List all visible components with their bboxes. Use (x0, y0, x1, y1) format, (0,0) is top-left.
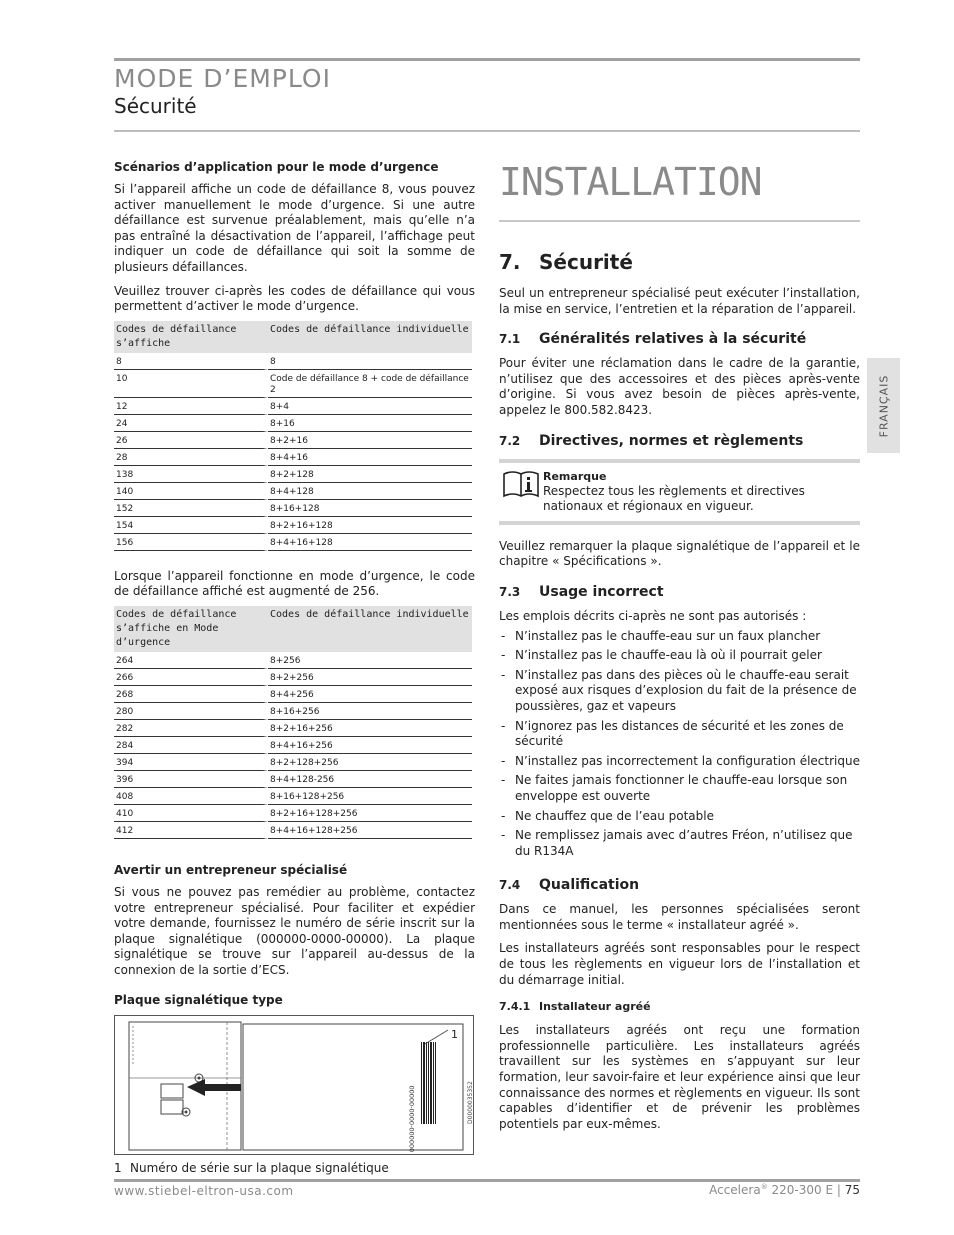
page-number: 75 (844, 1183, 860, 1197)
table-row (114, 353, 472, 370)
table-cell: 8+2+16 (268, 432, 472, 449)
table-cell: 8+4+128 (268, 483, 472, 500)
table-cell: 8+16+128+256 (268, 788, 472, 805)
footer-model: 220-300 E | (767, 1183, 845, 1197)
footer-product: Accelera (709, 1183, 761, 1197)
paragraph-section-7-3-intro: Les emplois décrits ci-après ne sont pas autorisés : (499, 608, 807, 623)
table-row (114, 686, 472, 703)
section-title: Directives, normes et règlements (539, 432, 804, 449)
paragraph-codes-intro: Veuillez trouver ci-après les codes de défaillance qui vous permettent d’activer le mode d’urgence. (114, 283, 475, 314)
table-cell: 8+16+128 (268, 500, 472, 517)
table-cell: 8+4+256 (268, 686, 472, 703)
table-row (114, 720, 472, 737)
chapter-title-rule (499, 220, 860, 222)
section-number: 7.4 (499, 878, 521, 893)
section-number: 7.3 (499, 584, 521, 599)
prohibited-uses-list (499, 629, 860, 860)
fault-codes-table (114, 321, 472, 551)
table-cell: 266 (114, 669, 268, 686)
table-row (114, 805, 472, 822)
table-cell: 264 (114, 652, 268, 669)
header-subtitle: Sécurité (114, 94, 197, 118)
list-item: - Ne chauffez que de l’eau potable (499, 809, 860, 825)
table-row (114, 483, 472, 500)
section-title: Installateur agréé (539, 1000, 651, 1014)
paragraph-emergency-intro: Si l’appareil affiche un code de défaillance 8, vous pouvez activer manuellement le mode d’urgence. Si une autre défaillance est survenue préalablement, mais qu’elle n’a pas entraîné la désactivation de l’appareil, l’affichage peut indiquer un code de défaillance qui soit la somme de plusieurs défaillances. (114, 182, 475, 274)
section-number: 7. (499, 250, 521, 274)
section-title-nameplate: Plaque signalétique type (114, 992, 283, 1007)
table-cell: Code de défaillance 8 + code de défaillance 2 (268, 370, 472, 398)
table-cell: 8+4+16 (268, 449, 472, 466)
table-cell: 8+16+256 (268, 703, 472, 720)
table-cell: 408 (114, 788, 268, 805)
table-row (114, 822, 472, 839)
caption-number: 1 (114, 1160, 122, 1175)
section-title-contact-contractor: Avertir un entrepreneur spécialisé (114, 862, 348, 877)
footer-product-page (709, 1183, 860, 1197)
caption-text: Numéro de série sur la plaque signalétique (130, 1160, 389, 1175)
paragraph-section-7-1: Pour éviter une réclamation dans le cadre de la garantie, n’utilisez que des accessoires et des pièces après-vente d’origine. Si vous avez besoin de pièces après-vente, appelez le 800.582.8423. (499, 356, 860, 417)
figure-callout-number: 1 (451, 1027, 458, 1041)
table-cell: 140 (114, 483, 268, 500)
table-cell: 8+256 (268, 652, 472, 669)
table-cell: 8+4+16+128+256 (268, 822, 472, 839)
section-number: 7.2 (499, 433, 521, 448)
paragraph-emergency-offset: Lorsque l’appareil fonctionne en mode d’urgence, le code de défaillance affiché est augmenté de 256. (114, 568, 475, 599)
table-cell: 394 (114, 754, 268, 771)
table-cell: 8+4+16+128 (268, 534, 472, 551)
section-title: Qualification (539, 877, 640, 894)
header-top-rule (114, 58, 860, 61)
list-item: - N’installez pas le chauffe-eau là où il pourrait geler (499, 648, 860, 664)
footer-website: www.stiebel-eltron-usa.com (114, 1184, 294, 1198)
table-cell: 138 (114, 466, 268, 483)
section-heading-7-3 (499, 584, 860, 600)
table-cell: 268 (114, 686, 268, 703)
table-cell: 156 (114, 534, 268, 551)
table-cell: 8+4+16+256 (268, 737, 472, 754)
paragraph-section-7-4-1: Les installateurs agréés ont reçu une formation professionnelle particulière. Les installateurs agréés travaillent sur les systèmes en s’appuyant sur leur formation, leur savoir-faire et leur expérience ainsi que leur connaissance des normes et règlements en vigueur. Ils sont capables d’identifier et de prévenir les problèmes potentiels par eux-mêmes. (499, 1023, 860, 1131)
nameplate-figure (114, 1015, 474, 1155)
table-header-cell: Codes de défaillance s’affiche en Mode d’urgence (114, 606, 268, 652)
section-title-emergency-scenarios: Scénarios d’application pour le mode d’urgence (114, 160, 439, 174)
chapter-title: INSTALLATION (499, 160, 762, 204)
header-bottom-rule (114, 130, 860, 132)
table-row (114, 415, 472, 432)
table-cell: 152 (114, 500, 268, 517)
paragraph-section-7-4-a: Dans ce manuel, les personnes spécialisées seront mentionnées sous le terme « installateur agréé ». (499, 902, 860, 932)
table-header-row (114, 321, 472, 353)
table-cell: 8+4 (268, 398, 472, 415)
footer-registered-mark: ® (760, 1183, 768, 1191)
barcode-serial-text: 00000-0000-000000 (407, 1085, 416, 1152)
table-row (114, 703, 472, 720)
footer-rule (114, 1179, 860, 1182)
section-title: Généralités relatives à la sécurité (539, 331, 807, 348)
note-content (543, 469, 860, 515)
section-number: 7.1 (499, 332, 521, 347)
table-header-cell: Codes de défaillance s’affiche (114, 321, 268, 353)
section-heading-7-4-1 (499, 1000, 860, 1013)
table-row (114, 754, 472, 771)
table-cell: 8+2+256 (268, 669, 472, 686)
table-cell: 8+16 (268, 415, 472, 432)
table-row (114, 737, 472, 754)
nameplate-illustration (115, 1016, 473, 1154)
table-row (114, 517, 472, 534)
table-cell: 412 (114, 822, 268, 839)
language-tab (867, 358, 900, 453)
table-cell: 8 (114, 353, 268, 370)
table-cell: 8+2+16+128 (268, 517, 472, 534)
table-cell: 8+2+16+128+256 (268, 805, 472, 822)
table-cell: 396 (114, 771, 268, 788)
section-title: Usage incorrect (539, 583, 664, 600)
note-text: Respectez tous les règlements et directives nationaux et régionaux en vigueur. (543, 483, 805, 514)
list-item: - N’installez pas incorrectement la configuration électrique (499, 754, 860, 770)
section-title: Sécurité (539, 250, 633, 274)
table-header-cell: Codes de défaillance individuelle (268, 606, 472, 652)
table-row (114, 652, 472, 669)
barcode-icon (421, 1042, 436, 1124)
table-row (114, 534, 472, 551)
list-item: - N’installez pas le chauffe-eau sur un faux plancher (499, 629, 860, 645)
table-cell: 24 (114, 415, 268, 432)
table-cell: 410 (114, 805, 268, 822)
table-cell: 12 (114, 398, 268, 415)
table-cell: 282 (114, 720, 268, 737)
right-column (499, 160, 860, 1140)
list-item: - Ne faites jamais fonctionner le chauffe-eau lorsque son enveloppe est ouverte (499, 773, 860, 804)
table-row (114, 370, 472, 398)
table-row (114, 398, 472, 415)
paragraph-section-7-2: Veuillez remarquer la plaque signalétique de l’appareil et le chapitre « Spécifications ». (499, 538, 860, 569)
list-item: - N’ignorez pas les distances de sécurité et les zones de sécurité (499, 719, 860, 750)
table-cell: 280 (114, 703, 268, 720)
figure-caption (114, 1161, 475, 1175)
section-heading-7-4 (499, 877, 860, 893)
table-header-cell: Codes de défaillance individuelle (268, 321, 472, 353)
table-cell: 8+2+128 (268, 466, 472, 483)
info-book-icon (501, 468, 541, 500)
list-item: - Ne remplissez jamais avec d’autres Fréon, n’utilisez que du R134A (499, 828, 860, 859)
table-row (114, 449, 472, 466)
section-heading-7 (499, 250, 860, 274)
left-column (114, 160, 475, 1175)
table-cell: 10 (114, 370, 268, 398)
paragraph-section-7-4-b: Les installateurs agréés sont responsables pour le respect de tous les règlements en vigueur lors de l’installation et du démarrage initial. (499, 941, 860, 987)
table-cell: 26 (114, 432, 268, 449)
paragraph-section-7: Seul un entrepreneur spécialisé peut exécuter l’installation, la mise en service, l’entretien et la réparation de l’appareil. (499, 286, 860, 316)
table-row (114, 788, 472, 805)
table-header-row (114, 606, 472, 652)
figure-id: D0000035352 (467, 1080, 474, 1124)
table-row (114, 432, 472, 449)
table-cell: 28 (114, 449, 268, 466)
table-cell: 8+4+128-256 (268, 771, 472, 788)
language-tab-label: FRANÇAIS (877, 374, 890, 437)
table-cell: 8 (268, 353, 472, 370)
paragraph-contact-contractor: Si vous ne pouvez pas remédier au problème, contactez votre entrepreneur spécialisé. Pour faciliter et expédier votre demande, fournissez le numéro de série inscrit sur la plaque signalétique (000000-0000-00000). La plaque signalétique se trouve sur l’appareil au-dessus de la connexion de la sortie d’ECS. (114, 884, 475, 977)
section-number: 7.4.1 (499, 1000, 531, 1014)
emergency-fault-codes-table (114, 606, 472, 839)
table-cell: 154 (114, 517, 268, 534)
table-row (114, 466, 472, 483)
table-cell: 8+2+128+256 (268, 754, 472, 771)
header-title: MODE D’EMPLOI (114, 64, 331, 93)
section-heading-7-1 (499, 331, 860, 347)
table-row (114, 669, 472, 686)
table-cell: 284 (114, 737, 268, 754)
list-item: - N’installez pas dans des pièces où le chauffe-eau serait exposé aux risques d’explosion du fait de la présence de poussières, gaz et vapeurs (499, 668, 860, 715)
section-heading-7-2 (499, 433, 860, 449)
note-label: Remarque (543, 469, 607, 483)
table-row (114, 771, 472, 788)
table-cell: 8+2+16+256 (268, 720, 472, 737)
table-row (114, 500, 472, 517)
note-box (499, 459, 860, 525)
